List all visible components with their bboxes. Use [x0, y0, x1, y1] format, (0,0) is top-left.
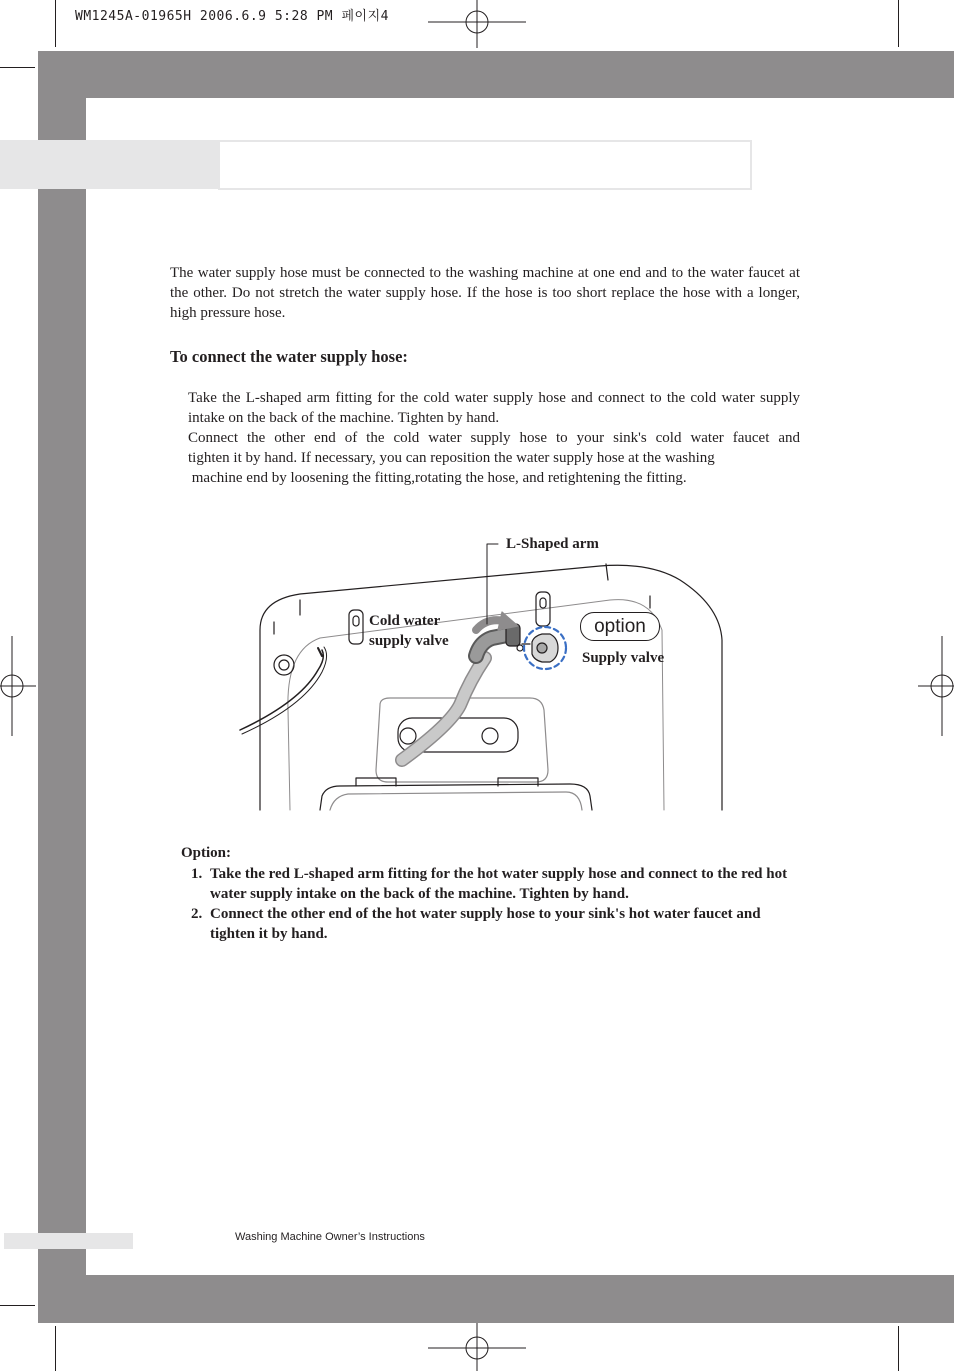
label-cold-water-line-1: Cold water [369, 613, 441, 629]
option-item [191, 864, 800, 904]
option-item-text: Connect the other end of the hot water supply hose to your sink's hot water faucet and tighten it by hand. [210, 906, 761, 942]
drain-port [274, 655, 294, 675]
option-item [191, 904, 800, 944]
power-cord [240, 650, 323, 730]
step-2-line-2: tighten it by hand. If necessary, you can reposition the water supply hose at the washing [188, 450, 715, 466]
page-frame-bottom [38, 1275, 954, 1323]
crop-mark [55, 0, 56, 47]
option-item-number: 2. [191, 906, 203, 922]
page-frame-top [38, 51, 954, 98]
crop-mark [0, 67, 35, 68]
registration-mark-bottom [428, 1323, 526, 1371]
option-title: Option: [181, 845, 232, 861]
footer-text: Washing Machine Owner’s Instructions [235, 1231, 425, 1243]
crop-mark [898, 1326, 899, 1371]
step-2-line-1: Connect the other end of the cold water supply hose to your sink's cold water faucet and [188, 430, 800, 446]
intro-paragraph: The water supply hose must be connected to the washing machine at one end and to the water faucet at the other. Do not stretch the water supply hose. If the hose is too short replace the hose with a longer, high pressure hose. [170, 265, 800, 321]
crop-mark [898, 0, 899, 47]
section-heading: To connect the water supply hose: [170, 347, 408, 366]
machine-back-diagram [230, 530, 730, 815]
footer-tab [4, 1233, 133, 1249]
crop-mark [0, 1305, 35, 1306]
label-cold-water-line-2: supply valve [369, 633, 449, 649]
option-item-text: Take the red L-shaped arm fitting for the hot water supply hose and connect to the red hot water supply intake on the back of the machine. Tighten by hand. [210, 866, 788, 902]
label-l-shaped-arm: L-Shaped arm [506, 536, 599, 552]
registration-mark-top [428, 0, 526, 48]
registration-mark-right [918, 636, 954, 736]
machine-outline [260, 565, 722, 810]
vent-left [349, 610, 363, 644]
print-header: WM1245A-01965H 2006.6.9 5:28 PM 페이지4 [75, 9, 389, 24]
option-item-number: 1. [191, 866, 203, 882]
leader-line [487, 544, 498, 624]
step-2-line-3: machine end by loosening the fitting,rotating the hose, and retightening the fitting. [188, 470, 687, 486]
option-badge: option [580, 612, 660, 641]
section-title-box [218, 140, 752, 190]
registration-mark-left [0, 636, 36, 736]
section-tab [0, 140, 218, 189]
crop-mark [55, 1326, 56, 1371]
step-1: Take the L-shaped arm fitting for the cold water supply hose and connect to the cold water supply intake on the back of the machine. Tighten by hand. [188, 390, 800, 426]
page-frame-left [38, 51, 86, 1323]
label-supply-valve: Supply valve [582, 650, 665, 666]
